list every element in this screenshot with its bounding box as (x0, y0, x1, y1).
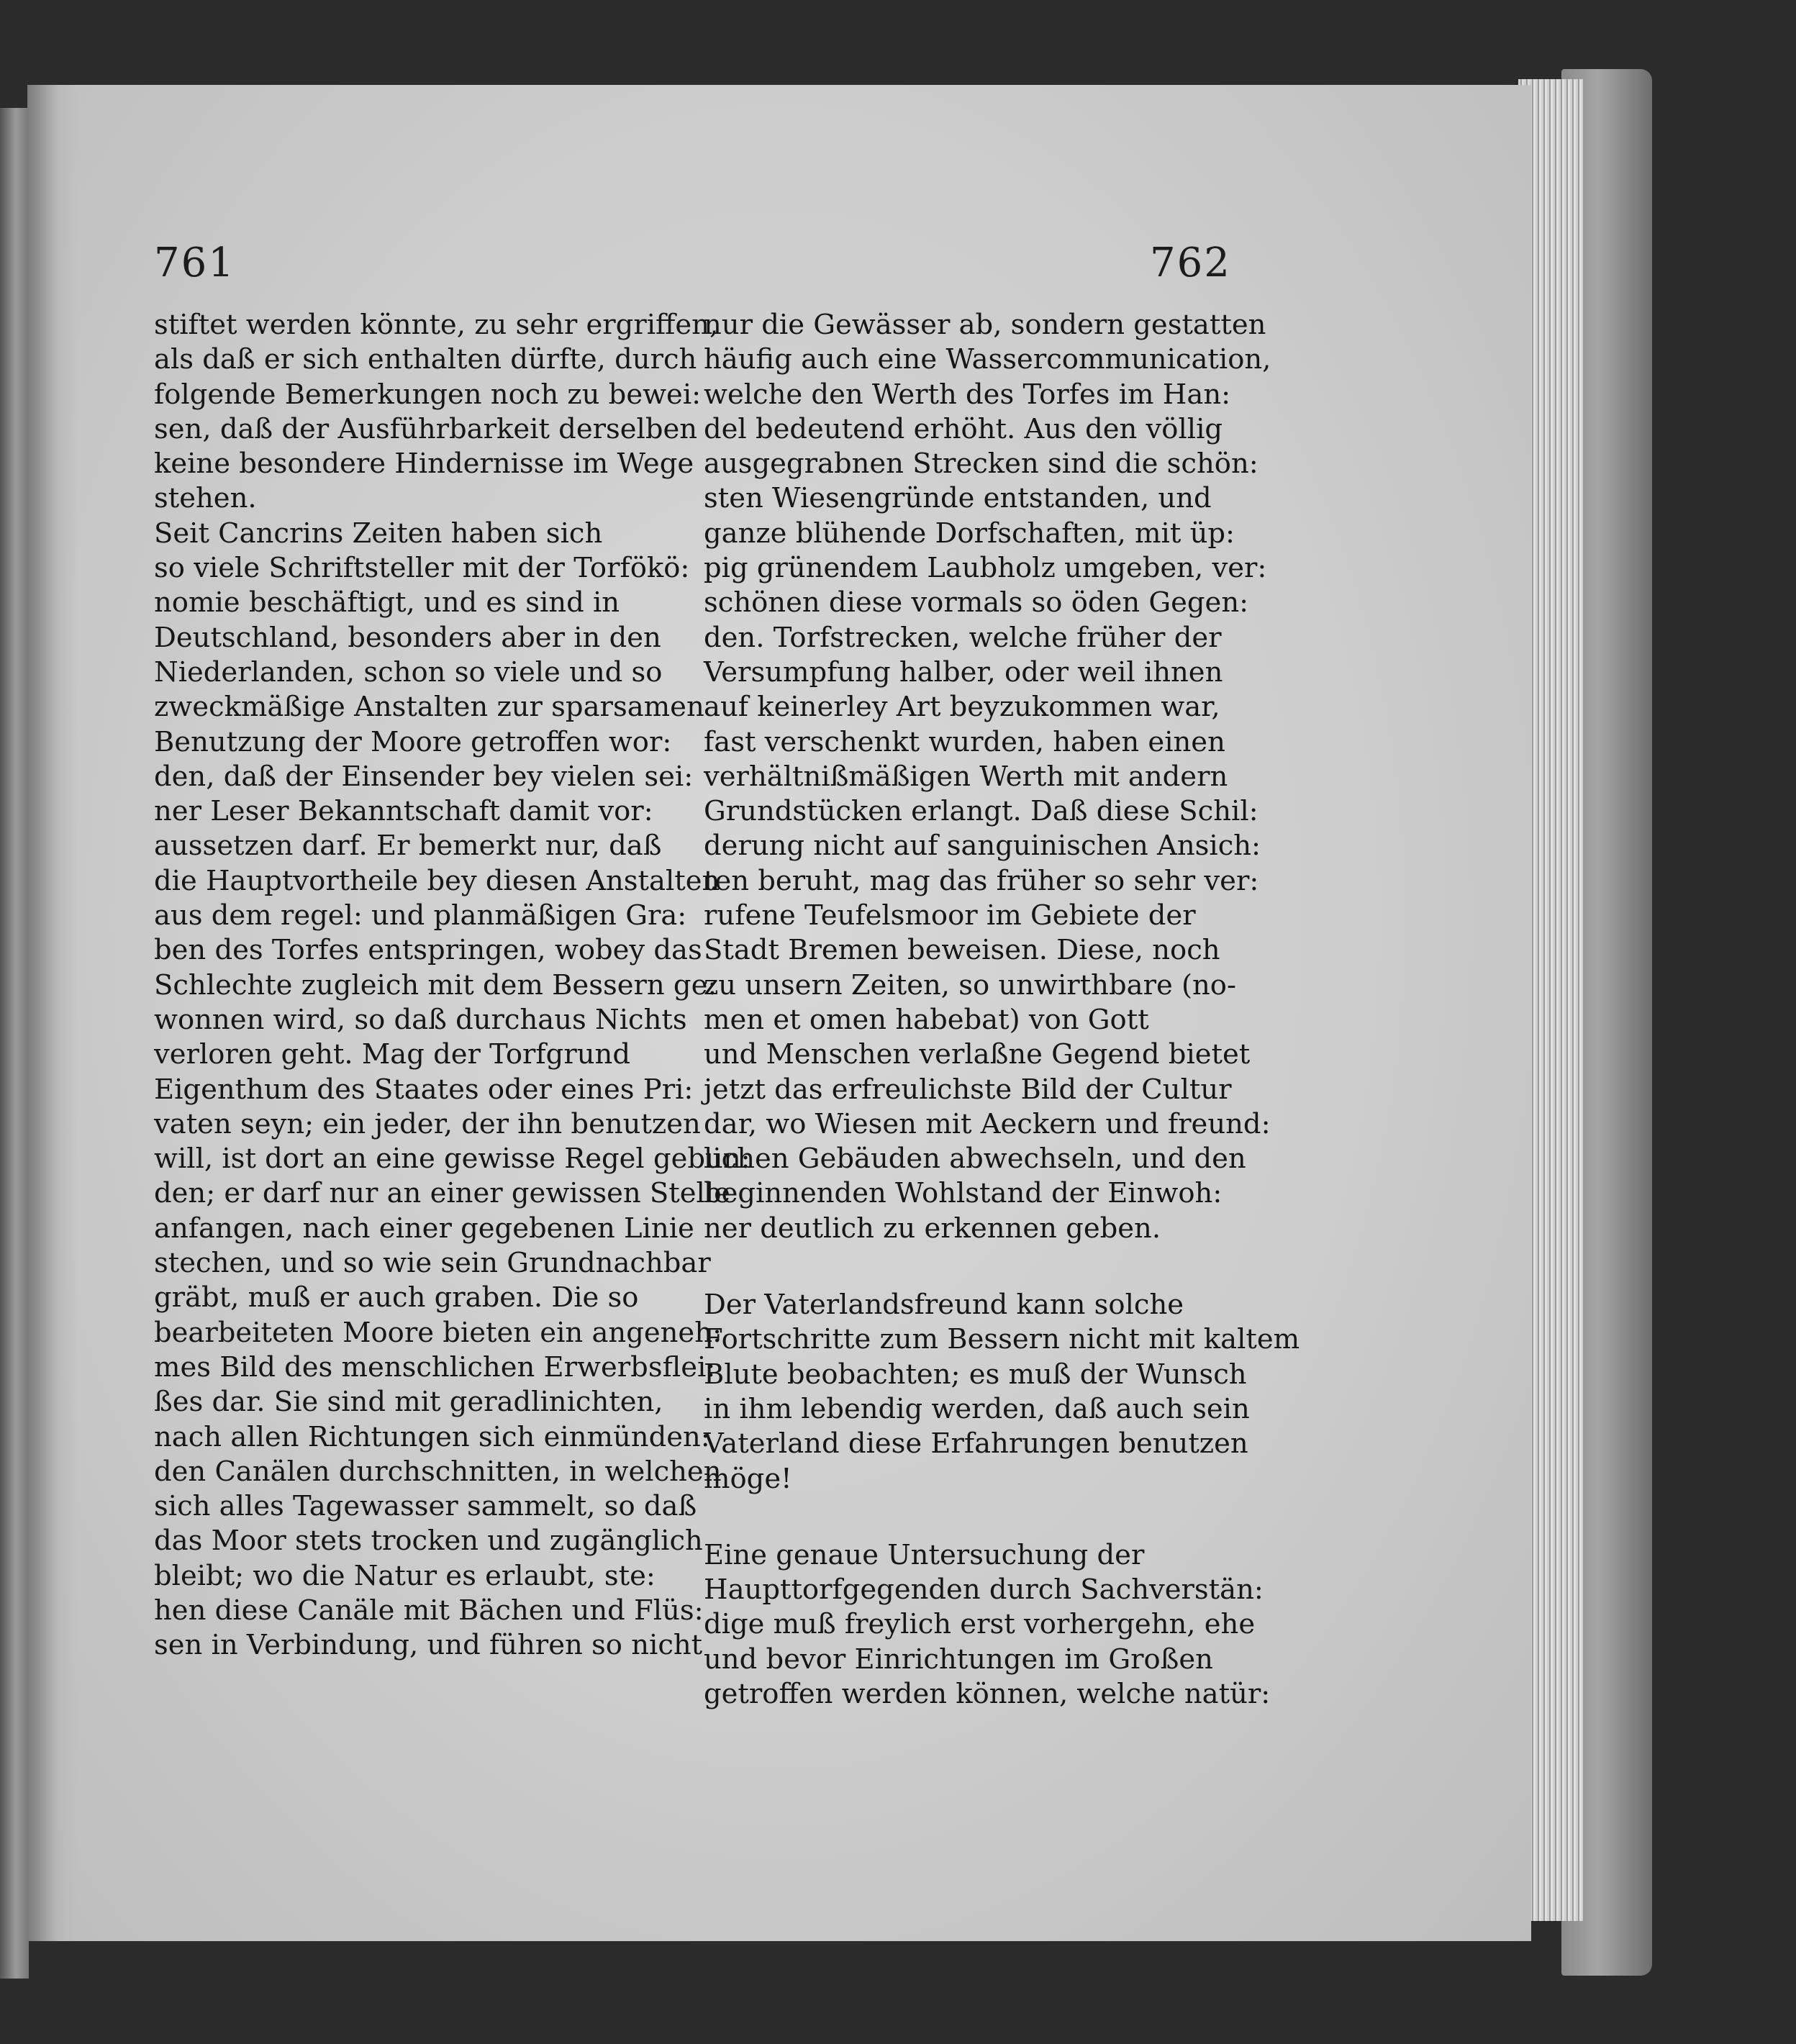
text-line: als daß er sich enthalten dürfte, durch (154, 343, 697, 376)
text-line: Der Vaterlandsfreund kann solche (704, 1289, 1184, 1322)
text-line: ner deutlich zu erkennen geben. (704, 1212, 1161, 1245)
right-column (704, 308, 1300, 1712)
page-gutter (27, 85, 78, 1941)
text-line: aus dem regel: und planmäßigen Gra: (154, 899, 687, 932)
text-line: men et omen habebat) von Gott (704, 1003, 1149, 1036)
text-line: ner Leser Bekanntschaft damit vor: (154, 795, 653, 828)
text-line: derung nicht auf sanguinischen Ansich: (704, 830, 1261, 863)
paragraph-gap (704, 1246, 1229, 1288)
page-number-left: 761 (154, 240, 235, 286)
text-line: Fortschritte zum Bessern nicht mit kaltem (704, 1323, 1300, 1356)
text-line: vaten seyn; ein jeder, der ihn benutzen (154, 1107, 701, 1140)
text-line: Eigenthum des Staates oder eines Pri: (154, 1073, 694, 1106)
text-line: Grundstücken erlangt. Daß diese Schil: (704, 795, 1258, 828)
text-line: rufene Teufelsmoor im Gebiete der (704, 899, 1196, 932)
text-line: stehen. (154, 482, 257, 515)
text-line: ausgegrabnen Strecken sind die schön: (704, 448, 1258, 481)
text-line: stiftet werden könnte, zu sehr ergriffen, (154, 309, 719, 341)
text-line: das Moor stets trocken und zugänglich (154, 1525, 703, 1558)
text-line: dar, wo Wiesen mit Aeckern und freund: (704, 1107, 1271, 1140)
text-line: pig grünendem Laubholz umgeben, ver: (704, 552, 1267, 585)
text-line: und bevor Einrichtungen im Großen (704, 1643, 1213, 1676)
text-line: den Canälen durchschnitten, in welchen (154, 1455, 722, 1488)
page-number-right: 762 (1150, 240, 1231, 286)
text-line: fast verschenkt wurden, haben einen (704, 725, 1225, 758)
text-line: stechen, und so wie sein Grundnachbar (154, 1247, 711, 1280)
text-line: anfangen, nach einer gegebenen Linie (154, 1212, 694, 1245)
text-line: den, daß der Einsender bey vielen sei: (154, 760, 694, 793)
text-line: nur die Gewässer ab, sondern gestatten (704, 309, 1266, 341)
text-line: häufig auch eine Wassercommunication, (704, 343, 1271, 376)
text-line: del bedeutend erhöht. Aus den völlig (704, 412, 1223, 445)
text-line: wonnen wird, so daß durchaus Nichts (154, 1003, 687, 1036)
text-line: keine besondere Hindernisse im Wege (154, 448, 694, 481)
text-line: gräbt, muß er auch graben. Die so (154, 1281, 639, 1314)
text-line: ganze blühende Dorfschaften, mit üp: (704, 517, 1235, 550)
text-line: den. Torfstrecken, welche früher der (704, 621, 1222, 654)
text-line: zweckmäßige Anstalten zur sparsamen (154, 691, 704, 724)
text-line: Deutschland, besonders aber in den (154, 621, 661, 654)
text-line: nomie beschäftigt, und es sind in (154, 586, 620, 619)
page-spread (27, 85, 1531, 1941)
text-line: ben des Torfes entspringen, wobey das (154, 934, 702, 967)
text-line: lichen Gebäuden abwechseln, und den (704, 1143, 1246, 1176)
text-line: getroffen werden können, welche natür: (704, 1677, 1271, 1710)
text-line: hen diese Canäle mit Bächen und Flüs: (154, 1594, 704, 1627)
text-line: auf keinerley Art beyzukommen war, (704, 691, 1220, 724)
text-line: Versumpfung halber, oder weil ihnen (704, 655, 1223, 689)
text-line: verloren geht. Mag der Torfgrund (154, 1038, 630, 1071)
text-line: bleibt; wo die Natur es erlaubt, ste: (154, 1559, 656, 1592)
text-line: sich alles Tagewasser sammelt, so daß (154, 1490, 697, 1523)
text-line: will, ist dort an eine gewisse Regel gebun: (154, 1143, 750, 1176)
text-line: Niederlanden, schon so viele und so (154, 655, 663, 689)
text-line: jetzt das erfreulichste Bild der Cultur (704, 1073, 1232, 1106)
text-line: sen in Verbindung, und führen so nicht (154, 1629, 703, 1662)
text-line: verhältnißmäßigen Werth mit andern (704, 760, 1228, 793)
left-page-leaf (0, 108, 29, 1979)
text-line: beginnenden Wohlstand der Einwoh: (704, 1177, 1223, 1210)
paragraph-gap (704, 1496, 1229, 1538)
text-line: Schlechte zugleich mit dem Bessern ge: (154, 968, 717, 1001)
text-line: aussetzen darf. Er bemerkt nur, daß (154, 830, 662, 863)
text-line: Haupttorfgegenden durch Sachverstän: (704, 1573, 1264, 1607)
text-line: Eine genaue Untersuchung der (704, 1538, 1145, 1571)
text-line: Seit Cancrins Zeiten haben sich (154, 517, 603, 550)
text-line: Vaterland diese Erfahrungen benutzen (704, 1427, 1248, 1461)
text-line: folgende Bemerkungen noch zu bewei: (154, 378, 702, 411)
text-line: Benutzung der Moore getroffen wor: (154, 725, 672, 758)
text-line: mes Bild des menschlichen Erwerbsflei: (154, 1350, 716, 1384)
text-line: die Hauptvortheile bey diesen Anstalten (154, 864, 720, 897)
text-line: sen, daß der Ausführbarkeit derselben (154, 412, 698, 445)
text-line: Stadt Bremen beweisen. Diese, noch (704, 934, 1220, 967)
text-line: in ihm lebendig werden, daß auch sein (704, 1392, 1250, 1425)
text-line: welche den Werth des Torfes im Han: (704, 378, 1231, 411)
text-line: schönen diese vormals so öden Gegen: (704, 586, 1249, 619)
text-line: dige muß freylich erst vorhergehn, ehe (704, 1608, 1256, 1641)
text-line: und Menschen verlaßne Gegend bietet (704, 1038, 1251, 1071)
text-line: ßes dar. Sie sind mit geradlinichten, (154, 1386, 663, 1419)
text-line: so viele Schriftsteller mit der Torfökö: (154, 552, 690, 585)
text-line: nach allen Richtungen sich einmünden: (154, 1420, 710, 1453)
text-line: ten beruht, mag das früher so sehr ver: (704, 864, 1259, 897)
text-line: Blute beobachten; es muß der Wunsch (704, 1358, 1247, 1391)
text-line: möge! (704, 1462, 792, 1495)
text-line: sten Wiesengründe entstanden, und (704, 482, 1212, 515)
text-line: bearbeiteten Moore bieten ein angeneh: (154, 1316, 722, 1349)
text-line: zu unsern Zeiten, so unwirthbare (no- (704, 968, 1236, 1001)
text-line: den; er darf nur an einer gewissen Stelle (154, 1177, 730, 1210)
